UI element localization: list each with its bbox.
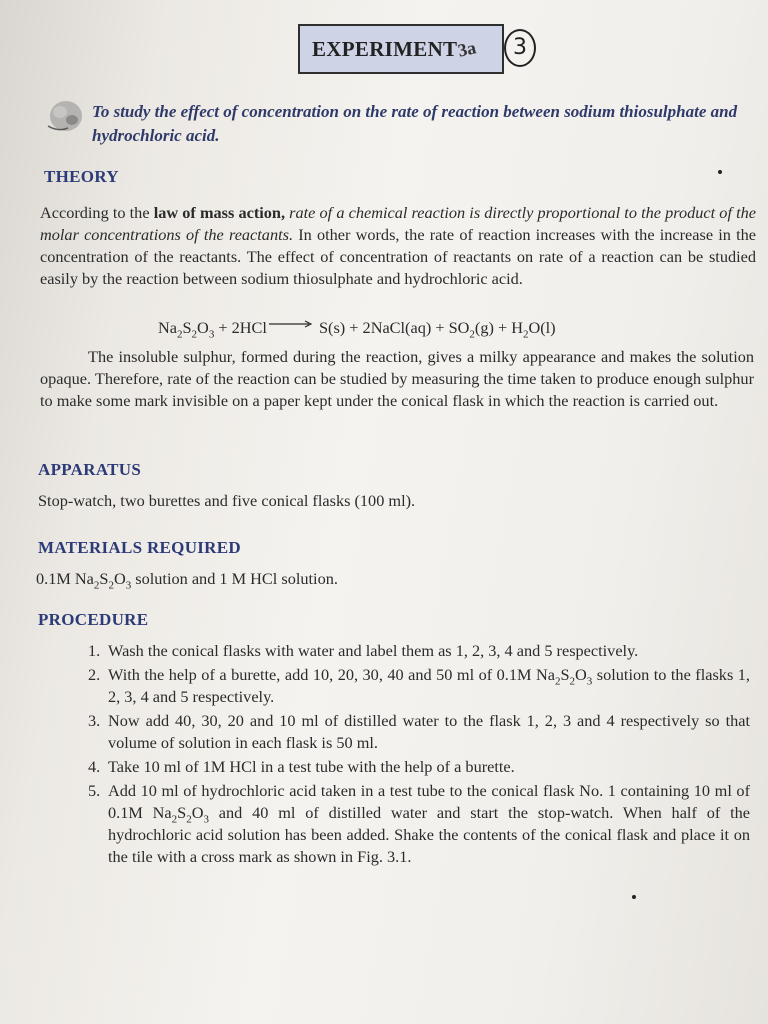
theory-paragraph-2: The insoluble sulphur, formed during the reaction, gives a milky appearance and makes the solution opaque. Therefore, rate of the reaction can be studied by measuring the time taken to produce enough sulphur to make some mark invisible on a paper kept under the conical flask in which the reaction is carried out.: [40, 347, 754, 410]
ink-dot: [718, 170, 722, 174]
reaction-arrow-icon: [269, 319, 313, 329]
materials-text: 0.1M $Na_2S_2O_3$ solution and 1 M HCl solution.: [36, 569, 338, 592]
procedure-steps: [88, 640, 750, 870]
theory-heading: THEORY: [44, 167, 119, 186]
materials-heading: MATERIALS REQUIRED: [38, 538, 241, 557]
reaction-equation: $Na_2S_2O_3 + 2HCl$ S(s) + 2NaCl(aq) + $SO_2(g) + H_2O(l)$: [158, 318, 556, 341]
experiment-title-box: [298, 24, 504, 74]
flask-icon: [44, 96, 88, 136]
handwritten-scribble: 3a: [456, 36, 479, 61]
experiment-aim: To study the effect of concentration on the rate of reaction between sodium thiosulphate and hydrochloric acid.: [92, 102, 738, 145]
handwritten-experiment-number: 3: [504, 29, 536, 67]
procedure-step: 2. With the help of a burette, add 10, 20, 30, 40 and 50 ml of 0.1M $Na_2S_2O_3$ solution to the flasks 1, 2, 3, 4 and 5 respectively.: [88, 665, 750, 706]
apparatus-text: Stop-watch, two burettes and five conical flasks (100 ml).: [38, 491, 416, 510]
procedure-heading: PROCEDURE: [38, 610, 149, 629]
theory-paragraph-1: According to the law of mass action, rate of a chemical reaction is directly proportional to the product of the molar concentrations of the reactants. In other words, the rate of reaction increases with the increase in the concentration of the reactants. The effect of concentration of reactants on rate of a reaction can be studied easily by the reaction between sodium thiosulphate and hydrochloric acid.: [40, 203, 756, 288]
procedure-step: 3. Now add 40, 30, 20 and 10 ml of distilled water to the flask 1, 2, 3 and 4 respectively so that volume of solution in each flask is 50 ml.: [88, 711, 750, 752]
procedure-step: 4. Take 10 ml of 1M HCl in a test tube with the help of a burette.: [88, 757, 515, 776]
procedure-step: 1. Wash the conical flasks with water and label them as 1, 2, 3, 4 and 5 respectively.: [88, 641, 639, 660]
experiment-title: EXPERIMENT: [312, 36, 458, 61]
apparatus-heading: APPARATUS: [38, 460, 142, 479]
ink-dot: [632, 895, 636, 899]
procedure-step: 5. Add 10 ml of hydrochloric acid taken in a test tube to the conical flask No. 1 containing 10 ml of 0.1M $Na_2S_2O_3$ and 40 ml of distilled water and start the stop-watch. When half of the hydrochloric acid solution has been added. Shake the contents of the conical flask and place it on the tile with a cross mark as shown in Fig. 3.1.: [88, 781, 750, 866]
